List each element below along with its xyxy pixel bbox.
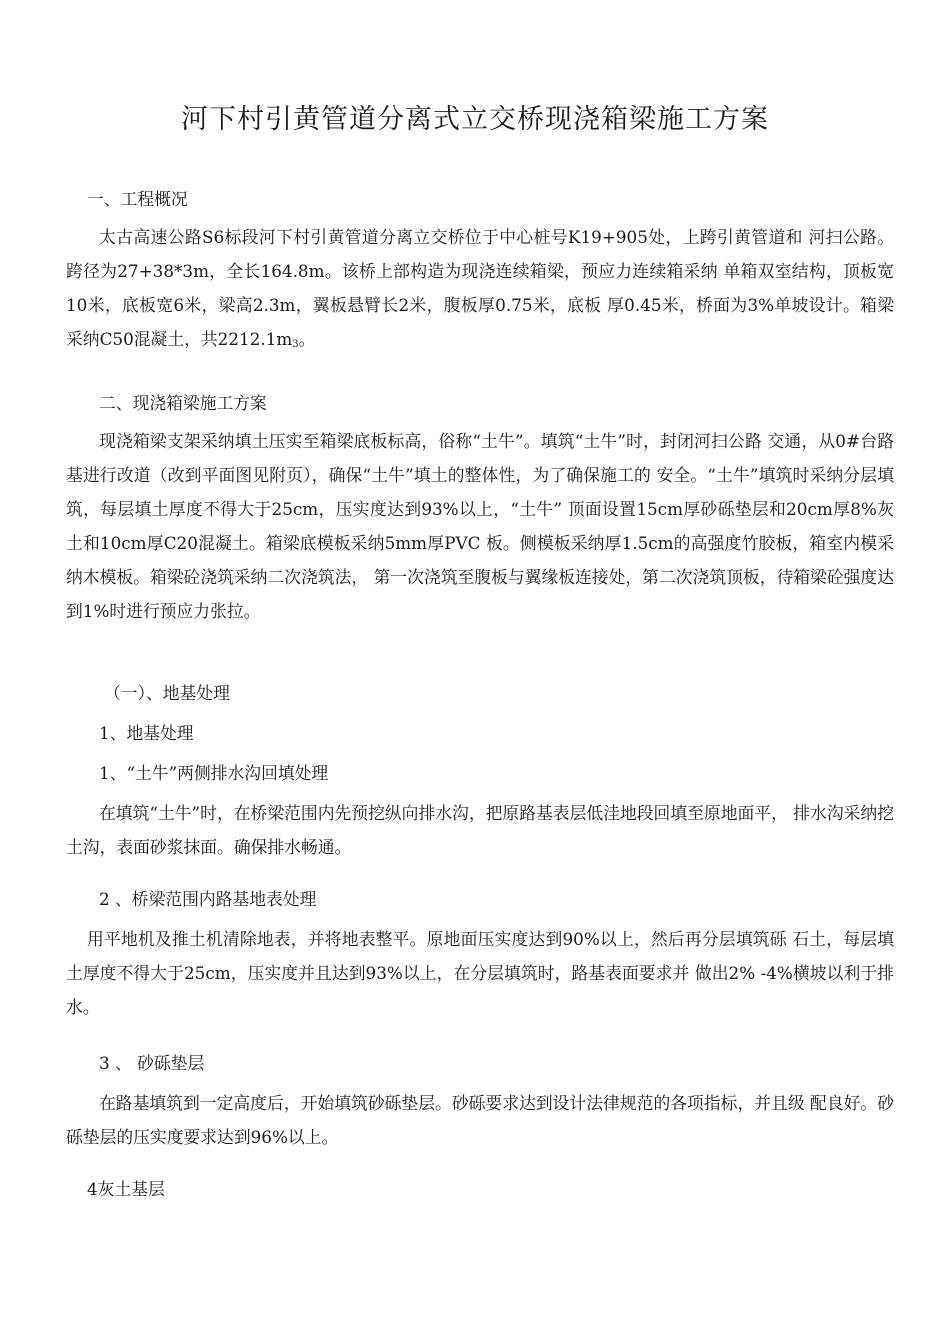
section-heading-plan: 二、现浇箱梁施工方案	[99, 393, 267, 413]
paragraph-plan: 现浇箱梁支架采纳填土压实至箱梁底板标高，俗称“土牛”。填筑“土牛”时，封闭河扫公路 交通，从0#台路基进行改道（改到平面图见附页），确保“土牛”填土的整体性，为了确保施工的 安全。“土牛”填筑时采纳分层填筑，每层填土厚度不得大于25cm，压实度达到93%以上，“土牛” 顶面设置15cm厚砂砾垫层和20cm厚8%灰土和10cm厚C20混凝土。箱梁底模板采纳5mm厚PVC 板。侧模板采纳厚1.5cm的高强度竹胶板，箱室内模采纳木模板。箱梁砼浇筑采纳二次浇筑法， 第一次浇筑至腹板与翼缘板连接处，第二次浇筑顶板，待箱梁砼强度达到1%时进行预应力张拉。	[66, 431, 894, 621]
unit-subscript: 3	[292, 339, 299, 350]
paragraph-gravel: 在路基填筑到一定高度后，开始填筑砂砾垫层。砂砾要求达到设计法律规范的各项指标，并且级 配良好。砂砾垫层的压实度要求达到96%以上。	[66, 1093, 894, 1147]
item-heading-lime-soil: 4灰土基层	[87, 1179, 165, 1199]
document-title: 河下村引黄管道分离式立交桥现浇箱梁施工方案	[181, 104, 769, 135]
paragraph-overview-text: 太古高速公路S6标段河下村引黄管道分离立交桥位于中心桩号K19+905处，上跨引黄管道和 河扫公路。跨径为27+38*3m，全长164.8m。该桥上部构造为现浇连续箱梁，预应力连续箱采纳 单箱双室结构，顶板宽10米，底板宽6米，梁高2.3m，翼板悬臂长2米，腹板厚0.75米，底板 厚0.45米，桥面为3%单坡设计。箱梁采纳C50混凝土，共2212.1m	[66, 227, 894, 349]
paragraph-surface: 用平地机及推土机清除地表，并将地表整平。原地面压实度达到90%以上，然后再分层填筑砾 石土，每层填土厚度不得大于25cm，压实度并且达到93%以上，在分层填筑时，路基表面要求并 做出2% -4%横坡以利于排水。	[66, 929, 894, 1017]
item-heading-foundation: 1、地基处理	[99, 723, 194, 743]
paragraph-drainage: 在填筑“土牛”时，在桥梁范围内先预挖纵向排水沟，把原路基表层低洼地段回填至原地面平， 排水沟采纳挖土沟，表面砂浆抹面。确保排水畅通。	[66, 803, 894, 857]
item-heading-gravel: 3 、 砂砾垫层	[99, 1053, 205, 1073]
section-heading-overview: 一、工程概况	[87, 189, 188, 209]
paragraph-overview-end: 。	[298, 329, 316, 349]
item-heading-surface: 2 、桥梁范围内路基地表处理	[99, 889, 317, 909]
paragraph-overview	[66, 220, 894, 362]
item-heading-drainage: 1、“土牛”两侧排水沟回填处理	[99, 763, 329, 783]
subsection-heading-foundation: （一）、地基处理	[104, 683, 230, 703]
